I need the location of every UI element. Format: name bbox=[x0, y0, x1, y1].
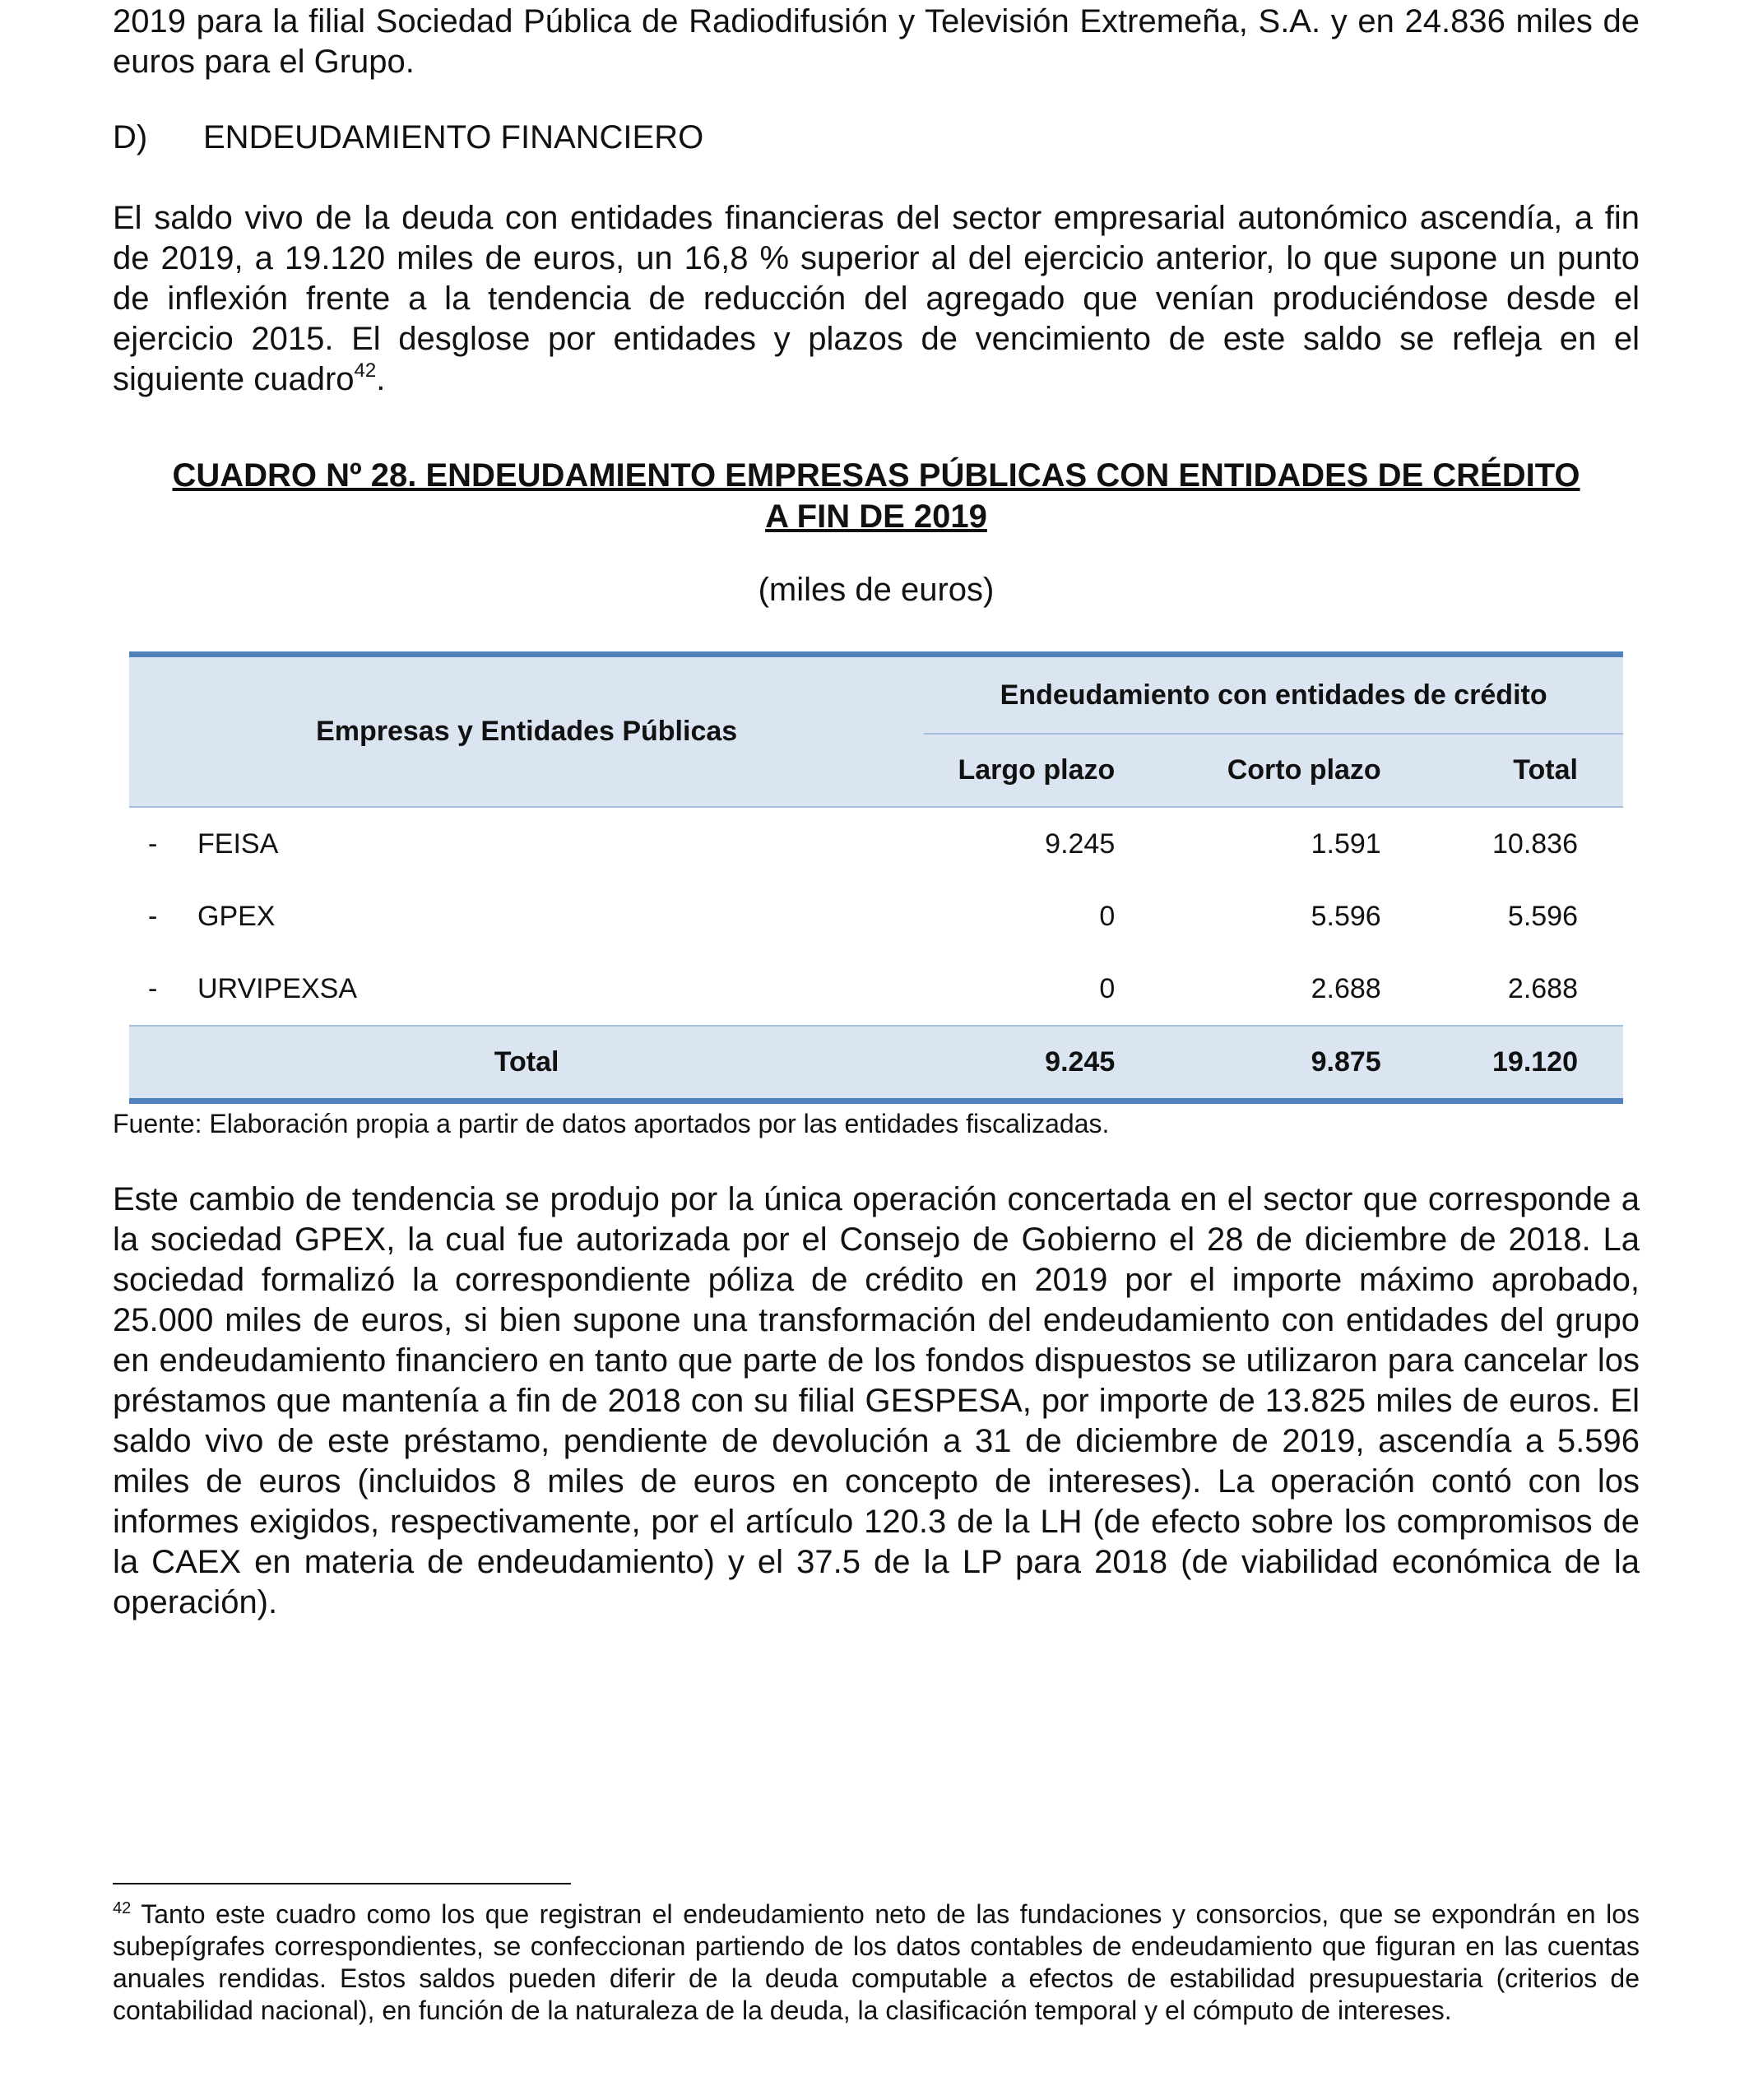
total-cell: 2.688 bbox=[1507, 972, 1578, 1004]
table-row bbox=[129, 807, 1623, 880]
entity-name: GPEX bbox=[197, 900, 276, 932]
total-cell: 10.836 bbox=[1382, 807, 1623, 880]
corto-plazo-cell: 2.688 bbox=[1311, 972, 1381, 1004]
table-units: (miles de euros) bbox=[758, 572, 995, 608]
header-group: Endeudamiento con entidades de crédito bbox=[924, 657, 1623, 734]
total-cell: 5.596 bbox=[1507, 900, 1578, 932]
table-title bbox=[113, 455, 1640, 537]
total-label: Total bbox=[129, 1026, 924, 1098]
table-title-line1: CUADRO Nº 28. ENDEUDAMIENTO EMPRESAS PÚBLICAS CON ENTIDADES DE CRÉDITO bbox=[172, 457, 1580, 494]
largo-plazo-cell: 0 bbox=[1099, 900, 1116, 932]
entity-cell bbox=[129, 953, 924, 1026]
paragraph-debt-summary bbox=[113, 198, 1640, 400]
table-row bbox=[129, 953, 1623, 1026]
footnote-number: 42 bbox=[113, 1899, 132, 1917]
section-letter: D) bbox=[113, 119, 148, 155]
largo-plazo-cell: 0 bbox=[1099, 972, 1116, 1004]
row-dash: - bbox=[148, 900, 158, 932]
table-source: Fuente: Elaboración propia a partir de datos aportados por las entidades fiscalizadas. bbox=[113, 1109, 1110, 1138]
paragraph-text: El saldo vivo de la deuda con entidades financieras del sector empresarial autonómico ascendía, a fin de 2019, a 19.120 miles de euros, un 16,8 % superior al del ejercicio anterior, lo que supone un punto de inflexión frente a la tendencia de reducción del agregado que venían produciéndose desde el ejercicio 2015. El desglose por entidades y plazos de vencimiento de este saldo se refleja en el siguiente cuadro bbox=[113, 200, 1640, 397]
debt-table-container bbox=[129, 651, 1623, 1104]
corto-plazo-cell: 1.591 bbox=[1116, 807, 1381, 880]
total-corto-plazo: 9.875 bbox=[1116, 1026, 1381, 1098]
paragraph-gpex-operation: Este cambio de tendencia se produjo por la única operación concertada en el sector que corresponde a la sociedad GPEX, la cual fue autorizada por el Consejo de Gobierno el 28 de diciembre de 2018. La sociedad formalizó la correspondiente póliza de crédito en 2019 por el importe máximo aprobado, 25.000 miles de euros, si bien supone una transformación del endeudamiento con entidades del grupo en endeudamiento financiero en tanto que parte de los fondos dispuestos se utilizaron para cancelar los préstamos que mantenía a fin de 2018 con su filial GESPESA, por importe de 13.825 miles de euros. El saldo vivo de este préstamo, pendiente de devolución a 31 de diciembre de 2019, ascendía a 5.596 miles de euros (incluidos 8 miles de euros en concepto de intereses). La operación contó con los informes exigidos, respectivamente, por el artículo 120.3 de la LH (de efecto sobre los compromisos de la CAEX en materia de endeudamiento) y el 37.5 de la LP para 2018 (de viabilidad económica de la operación). bbox=[113, 1181, 1640, 1620]
section-heading bbox=[113, 118, 703, 158]
entity-name: FEISA bbox=[197, 827, 279, 860]
footnote-separator bbox=[113, 1883, 571, 1884]
footnote bbox=[113, 1898, 1640, 2027]
entity-cell bbox=[129, 807, 924, 880]
header-entities: Empresas y Entidades Públicas bbox=[129, 657, 924, 807]
total-total: 19.120 bbox=[1382, 1026, 1623, 1098]
footnote-reference[interactable]: 42 bbox=[354, 359, 377, 382]
paragraph-intro: 2019 para la filial Sociedad Pública de Radiodifusión y Televisión Extremeña, S.A. y en 24.836 miles de euros para el Grupo. bbox=[113, 3, 1640, 80]
row-dash: - bbox=[148, 972, 158, 1004]
entity-cell bbox=[129, 880, 924, 953]
table-header-row bbox=[129, 657, 1623, 734]
corto-plazo-cell: 5.596 bbox=[1311, 900, 1381, 932]
footnote-text: Tanto este cuadro como los que registran el endeudamiento neto de las fundaciones y consorcios, que se expondrán en los subepígrafes correspondientes, se confeccionan partiendo de los datos contables de endeudamiento que figuran en las cuentas anuales rendidas. Estos saldos pueden diferir de la deuda computable a efectos de estabilidad presupuestaria (criterios de contabilidad nacional), en función de la naturaleza de la deuda, la clasificación temporal y el cómputo de intereses. bbox=[113, 1899, 1640, 2025]
header-total: Total bbox=[1382, 734, 1623, 807]
table-title-line2: A FIN DE 2019 bbox=[765, 498, 987, 535]
paragraph-end: . bbox=[376, 361, 386, 397]
table-row bbox=[129, 880, 1623, 953]
table-top-rule bbox=[129, 651, 1623, 657]
debt-table bbox=[129, 657, 1623, 1098]
header-corto-plazo: Corto plazo bbox=[1116, 734, 1381, 807]
section-title: ENDEUDAMIENTO FINANCIERO bbox=[203, 119, 704, 155]
table-bottom-rule bbox=[129, 1098, 1623, 1104]
entity-name: URVIPEXSA bbox=[197, 972, 358, 1004]
total-largo-plazo: 9.245 bbox=[924, 1026, 1116, 1098]
table-total-row bbox=[129, 1026, 1623, 1098]
largo-plazo-cell: 9.245 bbox=[924, 807, 1116, 880]
row-dash: - bbox=[148, 827, 158, 860]
header-largo-plazo: Largo plazo bbox=[924, 734, 1116, 807]
